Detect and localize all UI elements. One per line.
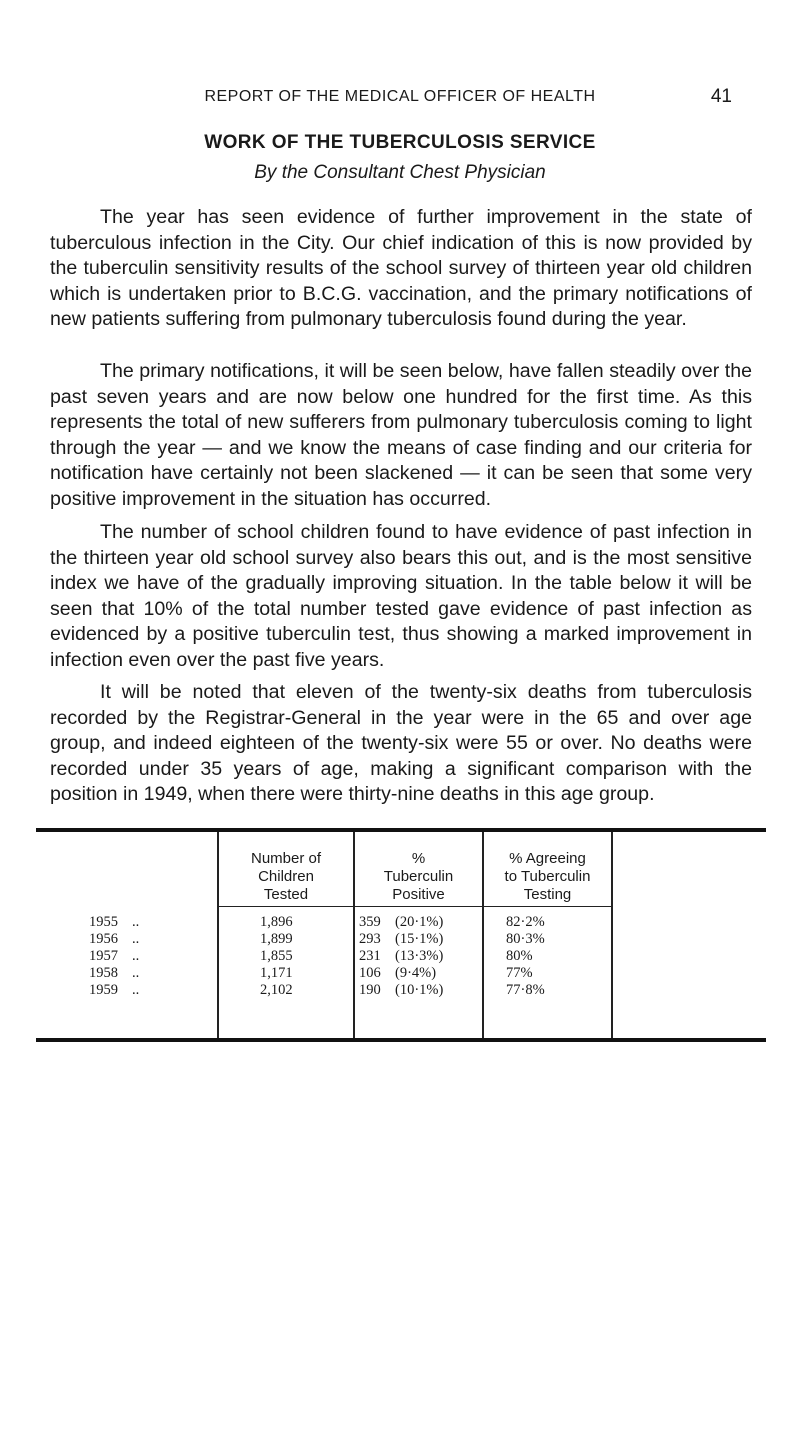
header-line: Children [258,868,314,885]
positive-percent: (20·1%) [395,914,444,930]
agreeing-cell: 82·2% [506,914,545,930]
section-title: WORK OF THE TUBERCULOSIS SERVICE [204,132,596,153]
page-number: 41 [710,86,732,107]
header-agreeing [484,850,611,904]
positive-cell [359,914,489,931]
agreeing-cell: 77% [506,965,533,981]
positive-percent: (13·3%) [395,948,444,964]
positive-count: 293 [359,931,381,947]
positive-cell [359,931,489,948]
tested-cell: 2,102 [260,982,293,998]
agreeing-cell: 77·8% [506,982,545,998]
positive-cell [359,965,489,982]
running-head: REPORT OF THE MEDICAL OFFICER OF HEALTH [204,88,596,105]
table-row-year [89,982,179,999]
paragraph: The number of school children found to have evidence of past infection in the thirteen year old school survey also bears this out, and is the most sensitive index we have of the gradually improving situation. In the table below it will be seen that 10% of the total number tested gave evidence of past infection as evidenced by a positive tuberculin test, thus showing a marked improvement in infection even over the past five years. [50,521,752,671]
leader-dots: .. [132,965,140,981]
header-line: Number of [250,850,322,867]
leader-dots: .. [132,948,140,964]
positive-count: 190 [359,982,381,998]
header-tuberculin-positive [355,850,482,904]
leader-dots: .. [132,931,140,947]
positive-count: 106 [359,965,381,981]
table-row-year [89,914,179,931]
agreeing-cell: 80·3% [506,931,545,947]
header-rule [219,906,611,907]
positive-cell [359,982,489,999]
paragraph: The year has seen evidence of further improvement in the state of tuberculous infection in the City. Our chief indication of this is now provided by the tuberculin sensitivity results of the school survey of thirteen year old children which is undertaken prior to B.C.G. vaccination, and the primary notifications of new patients suffering from pulmonary tuberculosis found during the year. [50,206,752,331]
positive-percent: (15·1%) [395,931,444,947]
agreeing-cell: 80% [506,948,533,964]
positive-percent: (9·4%) [395,965,437,981]
tested-cell: 1,896 [260,914,293,930]
positive-count: 359 [359,914,381,930]
header-line: Positive [392,886,445,903]
year-cell: 1955 [89,914,118,930]
table-row-year [89,965,179,982]
year-cell: 1959 [89,982,118,998]
positive-percent: (10·1%) [395,982,444,998]
year-cell: 1957 [89,948,118,964]
positive-count: 231 [359,948,381,964]
table-row-year [89,931,179,948]
tested-cell: 1,899 [260,931,293,947]
header-line: % [411,850,426,867]
header-line: % Agreeing [509,850,586,867]
tuberculin-results-table [36,828,766,1042]
year-cell: 1956 [89,931,118,947]
paragraph: It will be noted that eleven of the twenty-six deaths from tuberculosis recorded by the Registrar-General in the year were in the 65 and over age group, and indeed eighteen of the twenty-six were 55 or over. No deaths were recorded under 35 years of age, making a significant comparison with the position in 1949, when there were thirty-nine deaths in this age group. [50,681,752,806]
header-line: to Tuberculin [504,868,591,885]
header-line: Tuberculin [383,868,454,885]
tested-cell: 1,171 [260,965,293,981]
column-divider [611,832,613,1038]
header-line: Tested [263,886,309,903]
paragraph: The primary notifications, it will be seen below, have fallen steadily over the past seven years and are now below one hundred for the first time. As this represents the total of new sufferers from pulmonary tuberculosis coming to light through the year — and we know the means of case finding and our criteria for notification have certainly not been slackened — it can be seen that some very positive improvement in the situation has occurred. [50,360,752,510]
section-subtitle: By the Consultant Chest Physician [254,162,546,183]
year-cell: 1958 [89,965,118,981]
header-line: Testing [523,886,572,903]
table-row-year [89,948,179,965]
header-children-tested [219,850,353,904]
leader-dots: .. [132,982,140,998]
tested-cell: 1,855 [260,948,293,964]
positive-cell [359,948,489,965]
leader-dots: .. [132,914,140,930]
